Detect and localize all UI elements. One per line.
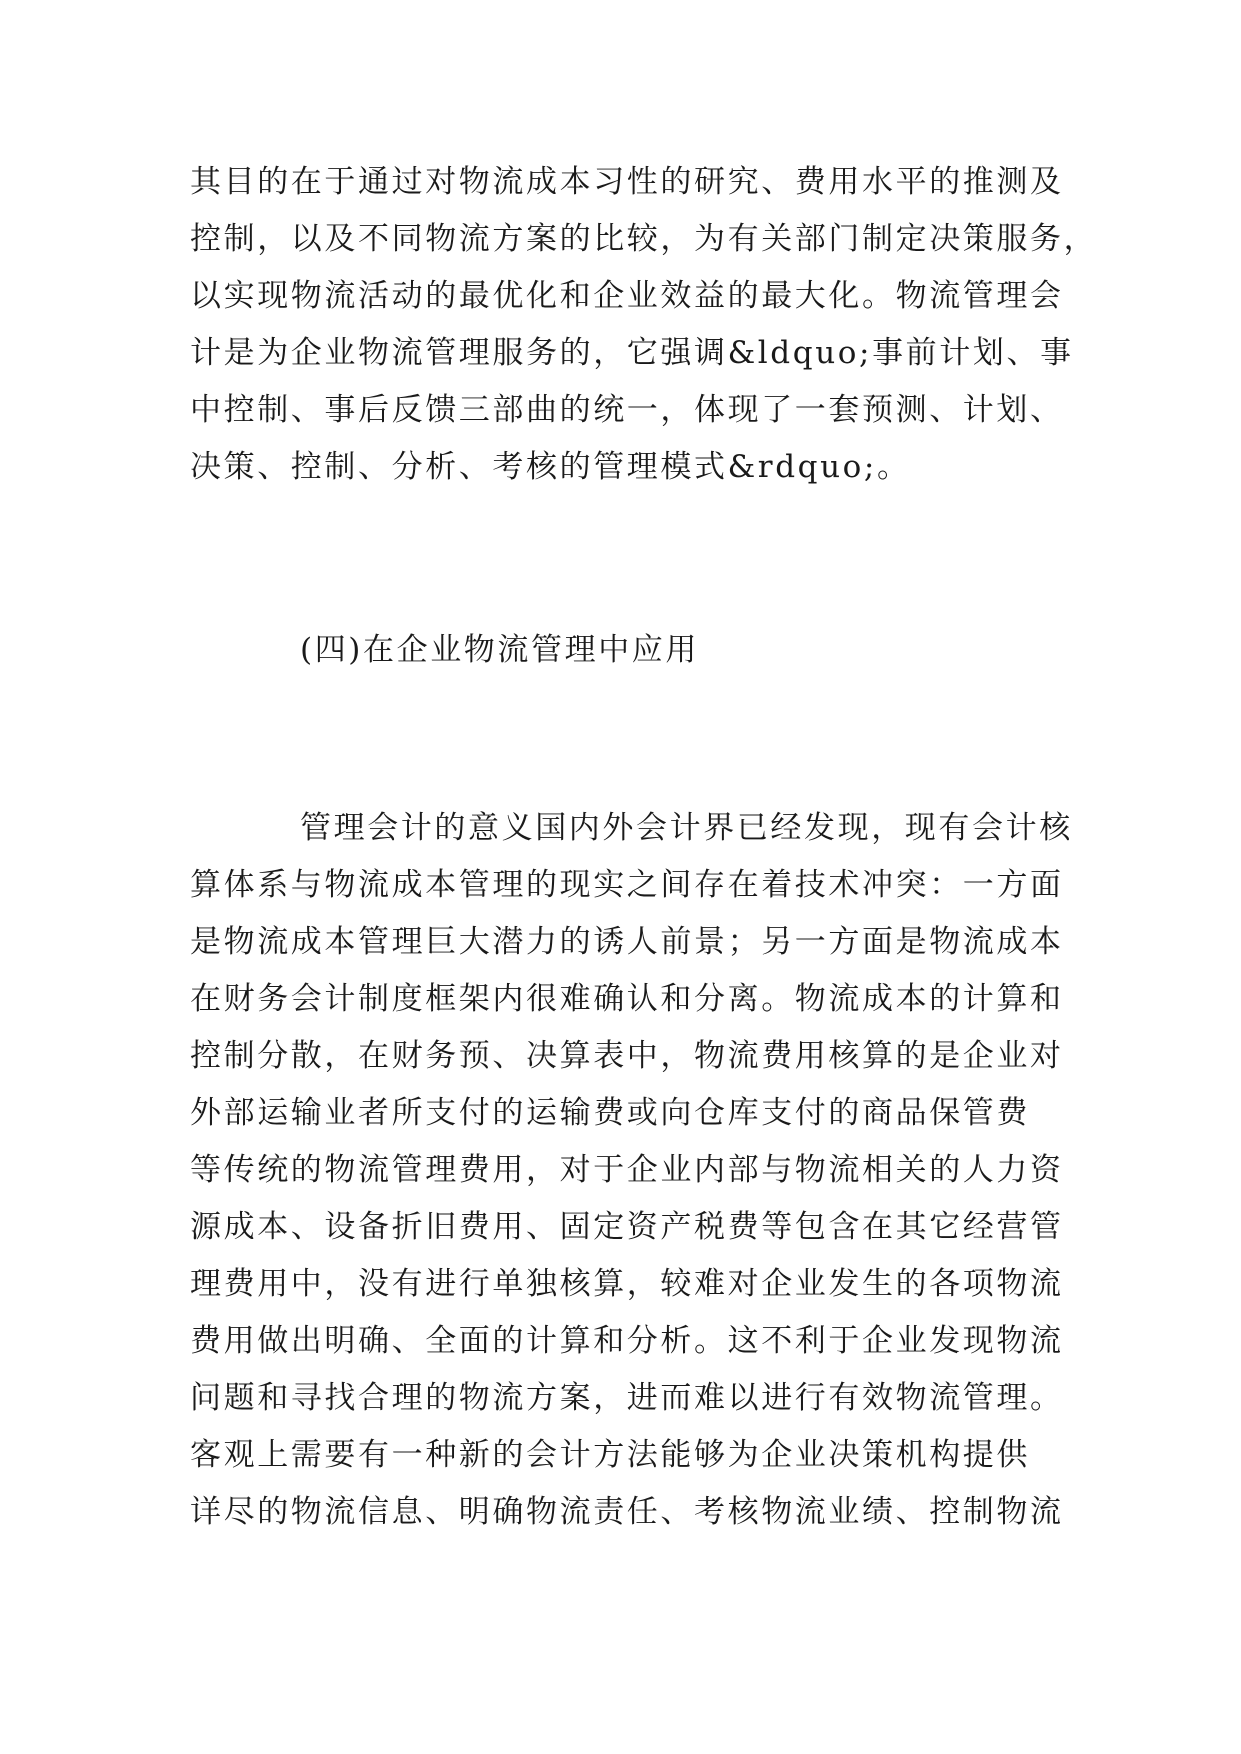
paragraph-line: 是物流成本管理巨大潜力的诱人前景；另一方面是物流成本 [190,924,1064,960]
paragraph-line: 管理会计的意义国内外会计界已经发现，现有会计核 [300,810,1073,846]
paragraph-2 [190,800,1073,1541]
section-heading: (四)在企业物流管理中应用 [300,632,699,668]
paragraph-line: 控制分散，在财务预、决算表中，物流费用核算的是企业对 [190,1038,1064,1074]
paragraph-line: 等传统的物流管理费用，对于企业内部与物流相关的人力资 [190,1152,1064,1188]
paragraph-line: 外部运输业者所支付的运输费或向仓库支付的商品保管费 [190,1095,1030,1131]
paragraph-line: 详尽的物流信息、明确物流责任、考核物流业绩、控制物流 [190,1494,1064,1530]
paragraph-line: 算体系与物流成本管理的现实之间存在着技术冲突：一方面 [190,867,1064,903]
paragraph-line: 计是为企业物流管理服务的，它强调&ldquo;事前计划、事 [190,335,1074,371]
paragraph-line: 源成本、设备折旧费用、固定资产税费等包含在其它经营管 [190,1209,1064,1245]
paragraph-line: 决策、控制、分析、考核的管理模式&rdquo;。 [190,449,911,485]
paragraph-1 [190,154,1098,496]
paragraph-line: 控制，以及不同物流方案的比较，为有关部门制定决策服务， [190,221,1098,257]
paragraph-line: 理费用中，没有进行单独核算，较难对企业发生的各项物流 [190,1266,1064,1302]
paragraph-line: 其目的在于通过对物流成本习性的研究、费用水平的推测及 [190,164,1064,200]
paragraph-line: 中控制、事后反馈三部曲的统一，体现了一套预测、计划、 [190,392,1064,428]
paragraph-line: 以实现物流活动的最优化和企业效益的最大化。物流管理会 [190,278,1064,314]
paragraph-line: 费用做出明确、全面的计算和分析。这不利于企业发现物流 [190,1323,1064,1359]
paragraph-line: 在财务会计制度框架内很难确认和分离。物流成本的计算和 [190,981,1064,1017]
paragraph-line: 客观上需要有一种新的会计方法能够为企业决策机构提供 [190,1437,1030,1473]
paragraph-line: 问题和寻找合理的物流方案，进而难以进行有效物流管理。 [190,1380,1064,1416]
